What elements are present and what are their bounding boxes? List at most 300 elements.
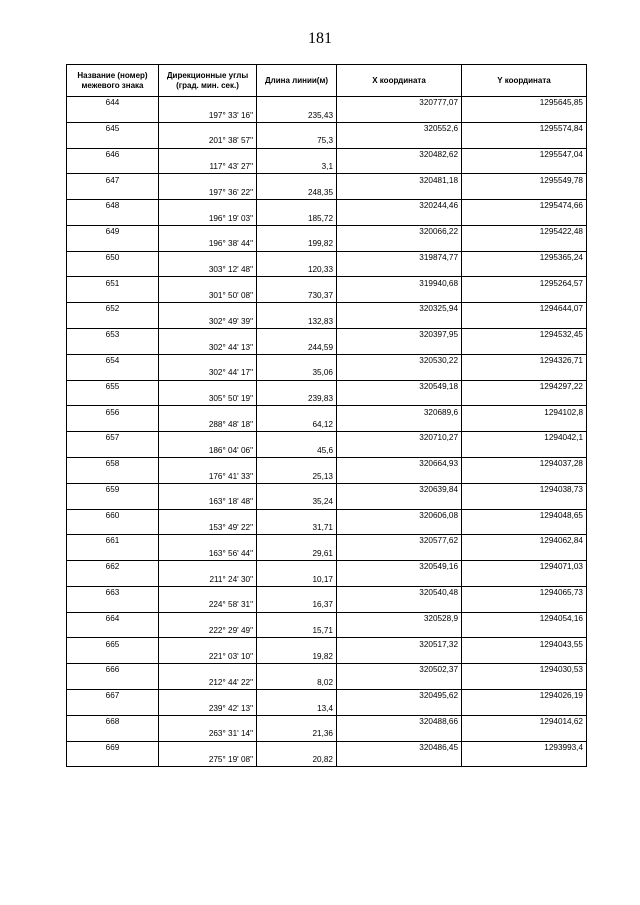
y-coordinate-cell-empty [462,316,587,329]
marker-name-cell: 647 [67,174,159,187]
bearing-angle-cell: 117° 43' 27" [159,161,257,174]
line-length-cell: 16,37 [257,599,337,612]
x-coordinate-cell-empty [337,522,462,535]
marker-name-cell-empty [67,702,159,715]
table-row-point [67,483,587,496]
table-row-segment [67,548,587,561]
table-row-point [67,200,587,213]
length-cell-empty [257,122,337,135]
line-length-cell: 239,83 [257,393,337,406]
header-line-length: Длина линии(м) [257,65,337,97]
table-row-segment [67,341,587,354]
x-coordinate-cell: 320549,18 [337,380,462,393]
y-coordinate-cell-empty [462,187,587,200]
marker-name-cell-empty [67,522,159,535]
y-coordinate-cell-empty [462,728,587,741]
y-coordinate-cell-empty [462,341,587,354]
bearing-cell-empty [159,689,257,702]
table-row-point [67,561,587,574]
y-coordinate-cell-empty [462,264,587,277]
marker-name-cell-empty [67,625,159,638]
table-row-point [67,509,587,522]
header-marker-name: Название (номер) межевого знака [67,65,159,97]
y-coordinate-cell: 1294038,73 [462,483,587,496]
marker-name-cell: 660 [67,509,159,522]
length-cell-empty [257,612,337,625]
x-coordinate-cell-empty [337,109,462,122]
y-coordinate-cell-empty [462,135,587,148]
length-cell-empty [257,148,337,161]
bearing-angle-cell: 302° 49' 39" [159,316,257,329]
marker-name-cell: 644 [67,97,159,110]
bearing-cell-empty [159,715,257,728]
bearing-cell-empty [159,664,257,677]
x-coordinate-cell: 320549,16 [337,561,462,574]
line-length-cell: 8,02 [257,677,337,690]
marker-name-cell: 659 [67,483,159,496]
bearing-angle-cell: 196° 38' 44" [159,238,257,251]
length-cell-empty [257,225,337,238]
y-coordinate-cell-empty [462,599,587,612]
table-row-segment [67,290,587,303]
x-coordinate-cell: 320517,32 [337,638,462,651]
line-length-cell: 120,33 [257,264,337,277]
x-coordinate-cell-empty [337,161,462,174]
bearing-cell-empty [159,638,257,651]
line-length-cell: 64,12 [257,419,337,432]
marker-name-cell: 666 [67,664,159,677]
bearing-cell-empty [159,174,257,187]
table-row-segment [67,522,587,535]
y-coordinate-cell: 1294042,1 [462,432,587,445]
table-row-point [67,329,587,342]
table-row-point [67,432,587,445]
table-row-segment [67,625,587,638]
y-coordinate-cell-empty [462,548,587,561]
length-cell-empty [257,741,337,754]
x-coordinate-cell-empty [337,496,462,509]
bearing-cell-empty [159,432,257,445]
table-row-segment [67,728,587,741]
marker-name-cell-empty [67,316,159,329]
y-coordinate-cell: 1295547,04 [462,148,587,161]
table-row-segment [67,238,587,251]
marker-name-cell-empty [67,728,159,741]
marker-name-cell-empty [67,573,159,586]
marker-name-cell: 650 [67,251,159,264]
x-coordinate-cell: 320488,66 [337,715,462,728]
length-cell-empty [257,638,337,651]
x-coordinate-cell-empty [337,470,462,483]
table-row-segment [67,573,587,586]
x-coordinate-cell-empty [337,548,462,561]
x-coordinate-cell: 320528,9 [337,612,462,625]
line-length-cell: 35,24 [257,496,337,509]
y-coordinate-cell: 1294071,03 [462,561,587,574]
bearing-angle-cell: 221° 03' 10" [159,651,257,664]
marker-name-cell: 667 [67,689,159,702]
x-coordinate-cell: 320777,07 [337,97,462,110]
line-length-cell: 21,36 [257,728,337,741]
x-coordinate-cell-empty [337,625,462,638]
line-length-cell: 185,72 [257,213,337,226]
y-coordinate-cell-empty [462,161,587,174]
y-coordinate-cell-empty [462,754,587,767]
y-coordinate-cell-empty [462,419,587,432]
bearing-cell-empty [159,354,257,367]
y-coordinate-cell-empty [462,367,587,380]
table-row-segment [67,109,587,122]
table-row-point [67,277,587,290]
y-coordinate-cell-empty [462,522,587,535]
marker-name-cell-empty [67,445,159,458]
bearing-angle-cell: 197° 33' 16" [159,109,257,122]
length-cell-empty [257,715,337,728]
y-coordinate-cell: 1294644,07 [462,303,587,316]
marker-name-cell-empty [67,419,159,432]
x-coordinate-cell: 320244,46 [337,200,462,213]
x-coordinate-cell-empty [337,419,462,432]
marker-name-cell: 655 [67,380,159,393]
x-coordinate-cell: 320664,93 [337,457,462,470]
table-row-segment [67,393,587,406]
marker-name-cell: 656 [67,406,159,419]
marker-name-cell-empty [67,264,159,277]
line-length-cell: 235,43 [257,109,337,122]
marker-name-cell: 668 [67,715,159,728]
x-coordinate-cell-empty [337,754,462,767]
bearing-angle-cell: 224° 58' 31" [159,599,257,612]
line-length-cell: 29,61 [257,548,337,561]
table-header-row [67,65,587,97]
bearing-cell-empty [159,277,257,290]
bearing-angle-cell: 163° 56' 44" [159,548,257,561]
y-coordinate-cell-empty [462,677,587,690]
bearing-cell-empty [159,148,257,161]
marker-name-cell-empty [67,754,159,767]
length-cell-empty [257,277,337,290]
bearing-angle-cell: 222° 29' 49" [159,625,257,638]
table-row-point [67,638,587,651]
x-coordinate-cell: 320606,08 [337,509,462,522]
bearing-cell-empty [159,586,257,599]
marker-name-cell: 646 [67,148,159,161]
table-row-point [67,689,587,702]
y-coordinate-cell: 1295365,24 [462,251,587,264]
length-cell-empty [257,354,337,367]
x-coordinate-cell-empty [337,677,462,690]
length-cell-empty [257,483,337,496]
x-coordinate-cell: 320689,6 [337,406,462,419]
header-y-coordinate: Y координата [462,65,587,97]
table-row-segment [67,651,587,664]
bearing-cell-empty [159,406,257,419]
marker-name-cell-empty [67,651,159,664]
line-length-cell: 15,71 [257,625,337,638]
line-length-cell: 199,82 [257,238,337,251]
bearing-angle-cell: 275° 19' 08" [159,754,257,767]
table-row-segment [67,702,587,715]
length-cell-empty [257,664,337,677]
line-length-cell: 75,3 [257,135,337,148]
bearing-cell-empty [159,561,257,574]
length-cell-empty [257,200,337,213]
marker-name-cell: 661 [67,535,159,548]
length-cell-empty [257,251,337,264]
length-cell-empty [257,303,337,316]
x-coordinate-cell: 320066,22 [337,225,462,238]
line-length-cell: 31,71 [257,522,337,535]
marker-name-cell: 669 [67,741,159,754]
bearing-angle-cell: 197° 36' 22" [159,187,257,200]
table-row-segment [67,496,587,509]
line-length-cell: 19,82 [257,651,337,664]
y-coordinate-cell: 1295645,85 [462,97,587,110]
bearing-cell-empty [159,122,257,135]
marker-name-cell: 652 [67,303,159,316]
table-row-point [67,715,587,728]
bearing-angle-cell: 302° 44' 13" [159,341,257,354]
bearing-cell-empty [159,303,257,316]
x-coordinate-cell-empty [337,238,462,251]
table-row-point [67,97,587,110]
marker-name-cell-empty [67,135,159,148]
marker-name-cell-empty [67,341,159,354]
table-row-point [67,122,587,135]
marker-name-cell: 648 [67,200,159,213]
bearing-angle-cell: 302° 44' 17" [159,367,257,380]
bearing-angle-cell: 212° 44' 22" [159,677,257,690]
bearing-cell-empty [159,380,257,393]
marker-name-cell-empty [67,677,159,690]
y-coordinate-cell: 1294326,71 [462,354,587,367]
x-coordinate-cell: 320540,48 [337,586,462,599]
marker-name-cell: 653 [67,329,159,342]
line-length-cell: 25,13 [257,470,337,483]
x-coordinate-cell-empty [337,393,462,406]
x-coordinate-cell-empty [337,651,462,664]
bearing-angle-cell: 186° 04' 06" [159,445,257,458]
table-row-point [67,535,587,548]
bearing-angle-cell: 301° 50' 08" [159,290,257,303]
y-coordinate-cell: 1294043,55 [462,638,587,651]
y-coordinate-cell-empty [462,290,587,303]
x-coordinate-cell-empty [337,599,462,612]
table-row-point [67,664,587,677]
length-cell-empty [257,535,337,548]
y-coordinate-cell-empty [462,573,587,586]
bearing-cell-empty [159,535,257,548]
y-coordinate-cell: 1294014,62 [462,715,587,728]
table-body [67,97,587,767]
y-coordinate-cell: 1294062,84 [462,535,587,548]
y-coordinate-cell-empty [462,625,587,638]
line-length-cell: 244,59 [257,341,337,354]
table-row-segment [67,135,587,148]
length-cell-empty [257,97,337,110]
bearing-cell-empty [159,329,257,342]
bearing-cell-empty [159,225,257,238]
bearing-angle-cell: 196° 19' 03" [159,213,257,226]
table-row-point [67,251,587,264]
bearing-cell-empty [159,457,257,470]
x-coordinate-cell: 320486,45 [337,741,462,754]
x-coordinate-cell: 320482,62 [337,148,462,161]
table-row-point [67,225,587,238]
bearing-angle-cell: 239° 42' 13" [159,702,257,715]
y-coordinate-cell-empty [462,470,587,483]
length-cell-empty [257,329,337,342]
x-coordinate-cell-empty [337,264,462,277]
line-length-cell: 3,1 [257,161,337,174]
table-row-segment [67,419,587,432]
line-length-cell: 132,83 [257,316,337,329]
bearing-angle-cell: 163° 18' 48" [159,496,257,509]
y-coordinate-cell: 1294297,22 [462,380,587,393]
marker-name-cell: 658 [67,457,159,470]
line-length-cell: 20,82 [257,754,337,767]
length-cell-empty [257,586,337,599]
y-coordinate-cell-empty [462,238,587,251]
length-cell-empty [257,432,337,445]
table-row-point [67,406,587,419]
marker-name-cell: 664 [67,612,159,625]
length-cell-empty [257,406,337,419]
marker-name-cell-empty [67,548,159,561]
table-row-segment [67,445,587,458]
bearing-cell-empty [159,200,257,213]
y-coordinate-cell: 1295574,84 [462,122,587,135]
table-row-segment [67,367,587,380]
marker-name-cell: 662 [67,561,159,574]
y-coordinate-cell-empty [462,213,587,226]
x-coordinate-cell-empty [337,573,462,586]
marker-name-cell-empty [67,290,159,303]
length-cell-empty [257,689,337,702]
y-coordinate-cell-empty [462,651,587,664]
length-cell-empty [257,380,337,393]
length-cell-empty [257,457,337,470]
marker-name-cell: 651 [67,277,159,290]
x-coordinate-cell-empty [337,367,462,380]
x-coordinate-cell: 320639,84 [337,483,462,496]
marker-name-cell: 663 [67,586,159,599]
table-row-point [67,741,587,754]
y-coordinate-cell: 1295474,66 [462,200,587,213]
x-coordinate-cell: 320495,62 [337,689,462,702]
marker-name-cell-empty [67,367,159,380]
bearing-cell-empty [159,612,257,625]
bearing-angle-cell: 303° 12' 48" [159,264,257,277]
line-length-cell: 13,4 [257,702,337,715]
table-row-point [67,380,587,393]
length-cell-empty [257,509,337,522]
y-coordinate-cell: 1294037,28 [462,457,587,470]
table-row-point [67,148,587,161]
marker-name-cell-empty [67,393,159,406]
marker-name-cell-empty [67,470,159,483]
x-coordinate-cell-empty [337,445,462,458]
y-coordinate-cell: 1294026,19 [462,689,587,702]
table-row-segment [67,187,587,200]
y-coordinate-cell: 1295264,57 [462,277,587,290]
marker-name-cell-empty [67,187,159,200]
y-coordinate-cell-empty [462,109,587,122]
bearing-angle-cell: 305° 50' 19" [159,393,257,406]
bearing-angle-cell: 211° 24' 30" [159,573,257,586]
table-row-segment [67,677,587,690]
line-length-cell: 10,17 [257,573,337,586]
boundary-coordinates-table [66,64,587,767]
x-coordinate-cell-empty [337,728,462,741]
y-coordinate-cell: 1294065,73 [462,586,587,599]
marker-name-cell-empty [67,161,159,174]
table-row-point [67,174,587,187]
y-coordinate-cell: 1294030,53 [462,664,587,677]
marker-name-cell: 657 [67,432,159,445]
marker-name-cell: 645 [67,122,159,135]
x-coordinate-cell: 320710,27 [337,432,462,445]
table-row-segment [67,470,587,483]
table-row-segment [67,161,587,174]
table-row-point [67,586,587,599]
header-bearing-angle: Дирекционные углы (град. мин. сек.) [159,65,257,97]
line-length-cell: 45,6 [257,445,337,458]
x-coordinate-cell: 319940,68 [337,277,462,290]
marker-name-cell: 649 [67,225,159,238]
bearing-cell-empty [159,251,257,264]
x-coordinate-cell: 319874,77 [337,251,462,264]
y-coordinate-cell: 1295549,78 [462,174,587,187]
table-row-point [67,457,587,470]
x-coordinate-cell: 320325,94 [337,303,462,316]
bearing-angle-cell: 263° 31' 14" [159,728,257,741]
y-coordinate-cell-empty [462,496,587,509]
length-cell-empty [257,174,337,187]
marker-name-cell: 665 [67,638,159,651]
line-length-cell: 35,06 [257,367,337,380]
y-coordinate-cell-empty [462,702,587,715]
y-coordinate-cell: 1294532,45 [462,329,587,342]
line-length-cell: 248,35 [257,187,337,200]
bearing-cell-empty [159,509,257,522]
table-row-segment [67,754,587,767]
x-coordinate-cell: 320552,6 [337,122,462,135]
table-row-point [67,354,587,367]
table-row-segment [67,264,587,277]
table-row-segment [67,213,587,226]
x-coordinate-cell: 320577,62 [337,535,462,548]
bearing-angle-cell: 288° 48' 18" [159,419,257,432]
y-coordinate-cell: 1294054,16 [462,612,587,625]
marker-name-cell-empty [67,496,159,509]
bearing-cell-empty [159,97,257,110]
x-coordinate-cell-empty [337,341,462,354]
bearing-angle-cell: 176° 41' 33" [159,470,257,483]
table-row-point [67,612,587,625]
y-coordinate-cell: 1294048,65 [462,509,587,522]
length-cell-empty [257,561,337,574]
marker-name-cell-empty [67,238,159,251]
x-coordinate-cell: 320481,18 [337,174,462,187]
x-coordinate-cell: 320530,22 [337,354,462,367]
y-coordinate-cell: 1294102,8 [462,406,587,419]
bearing-angle-cell: 153° 49' 22" [159,522,257,535]
line-length-cell: 730,37 [257,290,337,303]
y-coordinate-cell: 1295422,48 [462,225,587,238]
x-coordinate-cell-empty [337,135,462,148]
bearing-cell-empty [159,483,257,496]
